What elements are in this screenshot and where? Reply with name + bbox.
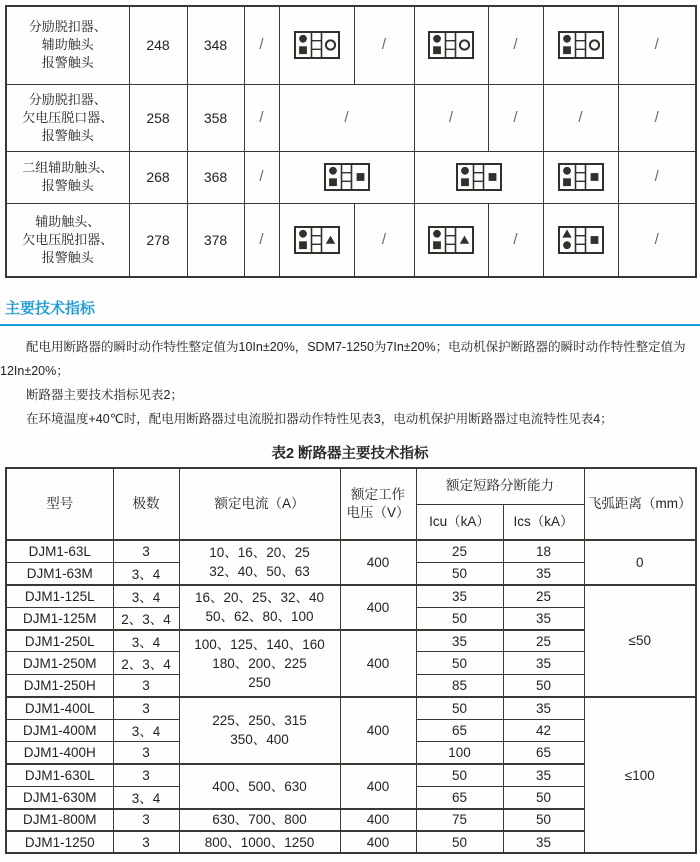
- slash-mark: /: [344, 108, 349, 126]
- spec-row: [6, 585, 696, 607]
- header-rated-current: 额定电流（A）: [179, 468, 340, 540]
- model-cell: DJM1-125M: [6, 607, 113, 629]
- poles-cell: 3: [113, 674, 179, 696]
- iconA-schematic-icon: [543, 6, 618, 84]
- icu-cell: 50: [416, 562, 503, 584]
- dimension-value-1: 278: [129, 203, 187, 277]
- arc-distance-cell: ≤50: [584, 585, 696, 697]
- rated-voltage-cell: 400: [340, 630, 416, 697]
- rated-voltage-cell: 400: [340, 764, 416, 809]
- accessory-row: [6, 84, 696, 151]
- ics-cell: 35: [503, 652, 584, 674]
- rated-voltage-cell: 400: [340, 540, 416, 585]
- ics-cell: 50: [503, 786, 584, 808]
- slash-mark: /: [654, 108, 659, 126]
- poles-cell: 3: [113, 697, 179, 719]
- iconB-schematic-icon: [279, 151, 414, 203]
- header-rated-voltage: 额定工作 电压（V）: [340, 468, 416, 540]
- paragraph-line: 断路器主要技术指标见表2；: [26, 388, 183, 402]
- rated-current-cell: 800、1000、1250: [179, 831, 340, 853]
- spec-row: [6, 697, 696, 719]
- not-applicable-cell: [244, 203, 279, 277]
- spec-row: [6, 540, 696, 562]
- dimension-value-1: 248: [129, 6, 187, 84]
- not-applicable-cell: [618, 203, 696, 277]
- paragraph-line: 12In±20%；: [0, 364, 69, 378]
- ics-cell: 35: [503, 607, 584, 629]
- slash-mark: /: [654, 36, 659, 54]
- model-cell: DJM1-800M: [6, 809, 113, 831]
- iconA-schematic-icon: [414, 6, 488, 84]
- not-applicable-cell: [354, 203, 414, 277]
- breaker-specs-table: [5, 467, 697, 854]
- header-arc-distance: 飞弧距离（mm）: [584, 468, 696, 540]
- rated-current-cell: 100、125、140、160 180、200、225 250: [179, 630, 340, 697]
- icu-cell: 75: [416, 809, 503, 831]
- poles-cell: 3: [113, 742, 179, 764]
- icu-cell: 50: [416, 697, 503, 719]
- accessory-row: [6, 203, 696, 277]
- rated-voltage-cell: 400: [340, 809, 416, 831]
- ics-cell: 25: [503, 630, 584, 652]
- dimension-value-2: 348: [187, 6, 244, 84]
- poles-cell: 3: [113, 831, 179, 853]
- iconB-schematic-icon: [543, 151, 618, 203]
- poles-cell: 3: [113, 809, 179, 831]
- arc-distance-cell: ≤100: [584, 697, 696, 854]
- slash-mark: /: [259, 230, 264, 248]
- icu-cell: 65: [416, 786, 503, 808]
- paragraph-line: 配电用断路器的瞬时动作特性整定值为10In±20%，SDM7-1250为7In±20%；电动机保护断路器的瞬时动作特性整定值为: [26, 340, 686, 354]
- rated-current-cell: 16、20、25、32、40 50、62、80、100: [179, 585, 340, 630]
- slash-mark: /: [578, 108, 583, 126]
- not-applicable-cell: [488, 6, 543, 84]
- dimension-value-1: 268: [129, 151, 187, 203]
- rated-current-cell: 225、250、315 350、400: [179, 697, 340, 764]
- model-cell: DJM1-630L: [6, 764, 113, 786]
- dimension-value-1: 258: [129, 84, 187, 151]
- not-applicable-cell: [279, 84, 414, 151]
- model-cell: DJM1-1250: [6, 831, 113, 853]
- accessory-label: 二组辅助触头、 报警触头: [6, 151, 129, 203]
- accessory-row: [6, 6, 696, 84]
- icu-cell: 50: [416, 607, 503, 629]
- icu-cell: 50: [416, 831, 503, 853]
- not-applicable-cell: [244, 6, 279, 84]
- dimension-value-2: 368: [187, 151, 244, 203]
- table2-title: 表2 断路器主要技术指标: [271, 446, 429, 462]
- ics-cell: 35: [503, 764, 584, 786]
- icu-cell: 100: [416, 742, 503, 764]
- header-icu: Icu（kA）: [416, 504, 503, 540]
- accessory-label: 分励脱扣器、 辅助触头 报警触头: [6, 6, 129, 84]
- model-cell: DJM1-250H: [6, 674, 113, 696]
- dimension-value-2: 378: [187, 203, 244, 277]
- accessory-row: [6, 151, 696, 203]
- iconC-schematic-icon: [414, 203, 488, 277]
- section-title: 主要技术指标: [5, 300, 96, 317]
- not-applicable-cell: [488, 203, 543, 277]
- slash-mark: /: [448, 108, 454, 126]
- technical-paragraphs: [0, 335, 700, 431]
- section-underline: [0, 324, 700, 326]
- arc-distance-cell: 0: [584, 540, 696, 585]
- poles-cell: 3、4: [113, 562, 179, 584]
- ics-cell: 50: [503, 809, 584, 831]
- ics-cell: 35: [503, 697, 584, 719]
- not-applicable-cell: [618, 84, 696, 151]
- not-applicable-cell: [354, 6, 414, 84]
- model-cell: DJM1-63L: [6, 540, 113, 562]
- spec-header-row-1: [6, 468, 696, 504]
- iconD-schematic-icon: [543, 203, 618, 277]
- accessory-options-table: [5, 5, 697, 278]
- icu-cell: 35: [416, 630, 503, 652]
- icu-cell: 35: [416, 585, 503, 607]
- model-cell: DJM1-250L: [6, 630, 113, 652]
- ics-cell: 18: [503, 540, 584, 562]
- poles-cell: 3、4: [113, 585, 179, 607]
- icu-cell: 65: [416, 719, 503, 741]
- model-cell: DJM1-630M: [6, 786, 113, 808]
- poles-cell: 2、3、4: [113, 652, 179, 674]
- icu-cell: 25: [416, 540, 503, 562]
- poles-cell: 3、4: [113, 786, 179, 808]
- not-applicable-cell: [618, 6, 696, 84]
- dimension-value-2: 358: [187, 84, 244, 151]
- ics-cell: 25: [503, 585, 584, 607]
- icu-cell: 50: [416, 652, 503, 674]
- accessory-label: 分励脱扣器、 欠电压脱口器、 报警触头: [6, 84, 129, 151]
- not-applicable-cell: [414, 84, 488, 151]
- icu-cell: 85: [416, 674, 503, 696]
- not-applicable-cell: [618, 151, 696, 203]
- ics-cell: 35: [503, 831, 584, 853]
- rated-voltage-cell: 400: [340, 831, 416, 853]
- not-applicable-cell: [488, 84, 543, 151]
- poles-cell: 3: [113, 764, 179, 786]
- model-cell: DJM1-250M: [6, 652, 113, 674]
- model-cell: DJM1-63M: [6, 562, 113, 584]
- slash-mark: /: [654, 230, 659, 248]
- model-cell: DJM1-400H: [6, 742, 113, 764]
- poles-cell: 3: [113, 540, 179, 562]
- poles-cell: 2、3、4: [113, 607, 179, 629]
- rated-voltage-cell: 400: [340, 585, 416, 630]
- model-cell: DJM1-400M: [6, 719, 113, 741]
- not-applicable-cell: [543, 84, 618, 151]
- slash-mark: /: [259, 108, 264, 126]
- header-model: 型号: [6, 468, 113, 540]
- header-breaking-capacity: 额定短路分断能力: [416, 468, 584, 504]
- accessory-label: 辅助触头、 欠电压脱扣器、 报警触头: [6, 203, 129, 277]
- section-header: [0, 299, 700, 326]
- rated-current-cell: 400、500、630: [179, 764, 340, 809]
- poles-cell: 3、4: [113, 719, 179, 741]
- not-applicable-cell: [244, 84, 279, 151]
- paragraph-line: 在环境温度+40℃时，配电用断路器过电流脱扣器动作特性见表3，电动机保护用断路器过电流特性见表4；: [26, 412, 613, 426]
- slash-mark: /: [513, 36, 518, 54]
- ics-cell: 35: [503, 562, 584, 584]
- ics-cell: 42: [503, 719, 584, 741]
- ics-cell: 65: [503, 742, 584, 764]
- slash-mark: /: [513, 230, 518, 248]
- poles-cell: 3、4: [113, 630, 179, 652]
- ics-cell: 50: [503, 674, 584, 696]
- rated-current-cell: 10、16、20、25 32、40、50、63: [179, 540, 340, 585]
- not-applicable-cell: [244, 151, 279, 203]
- slash-mark: /: [654, 168, 659, 185]
- iconB-schematic-icon: [414, 151, 543, 203]
- slash-mark: /: [381, 230, 387, 248]
- slash-mark: /: [381, 36, 387, 54]
- model-cell: DJM1-125L: [6, 585, 113, 607]
- iconA-schematic-icon: [279, 6, 354, 84]
- iconC-schematic-icon: [279, 203, 354, 277]
- header-poles: 极数: [113, 468, 179, 540]
- model-cell: DJM1-400L: [6, 697, 113, 719]
- slash-mark: /: [513, 108, 518, 126]
- icu-cell: 50: [416, 764, 503, 786]
- header-ics: Ics（kA）: [503, 504, 584, 540]
- rated-voltage-cell: 400: [340, 697, 416, 764]
- rated-current-cell: 630、700、800: [179, 809, 340, 831]
- slash-mark: /: [259, 168, 264, 185]
- slash-mark: /: [259, 36, 264, 54]
